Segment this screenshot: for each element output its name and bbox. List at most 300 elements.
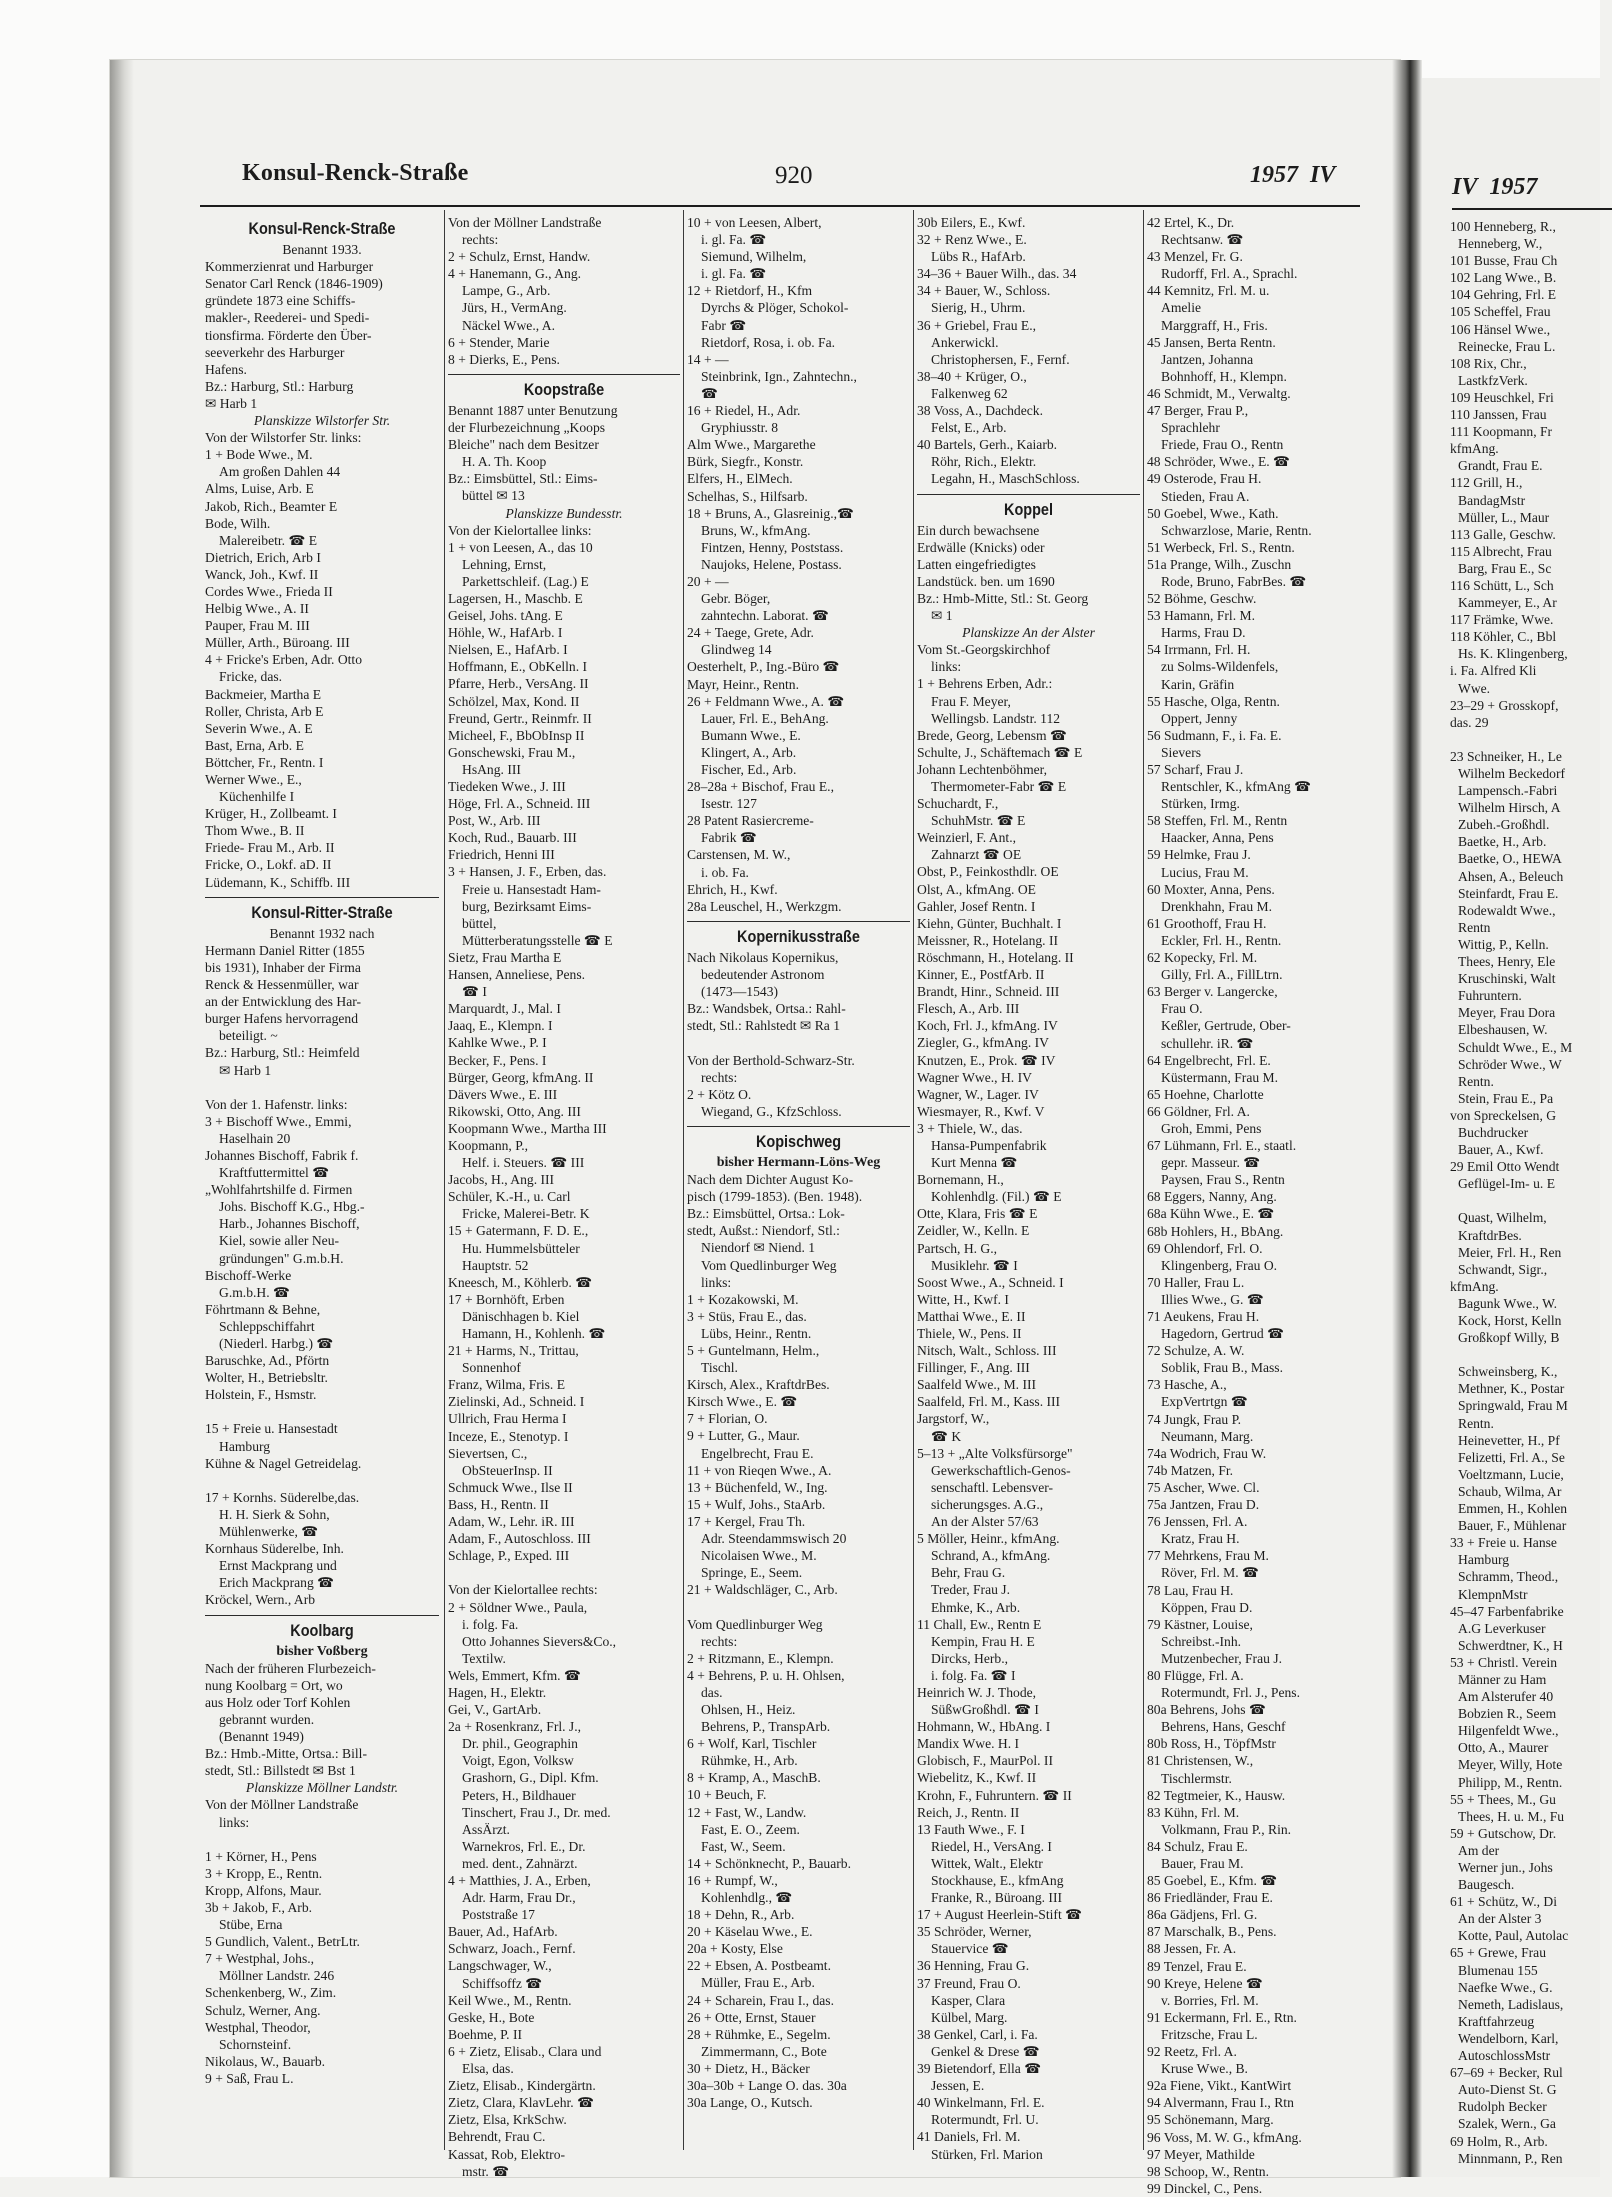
directory-entry: Hu. Hummelsbütteler bbox=[462, 1240, 580, 1256]
directory-entry: Jürs, H., VermAng. bbox=[462, 300, 567, 316]
column-separator bbox=[1143, 210, 1144, 2150]
directory-entry: 73 Hasche, A., bbox=[1147, 1377, 1227, 1393]
directory-entry: 38 Voss, A., Dachdeck. bbox=[917, 403, 1043, 419]
directory-entry: Von der 1. Hafenstr. links: bbox=[205, 1096, 348, 1112]
directory-entry: 1 + Körner, H., Pens bbox=[205, 1848, 317, 1864]
directory-entry: Kruschinski, Walt bbox=[1458, 971, 1556, 987]
directory-entry: Otto Johannes Sievers&Co., bbox=[462, 1633, 617, 1649]
directory-entry: Klingenberg, Frau O. bbox=[1161, 1257, 1278, 1273]
directory-entry: 30b Eilers, E., Kwf. bbox=[917, 215, 1026, 230]
directory-entry: 74a Wodrich, Frau W. bbox=[1147, 1445, 1267, 1461]
directory-entry: 113 Galle, Geschw. bbox=[1450, 526, 1556, 542]
directory-entry: burg, Bezirksamt Eims- bbox=[462, 898, 592, 914]
directory-entry: Ehrich, H., Kwf. bbox=[687, 881, 778, 897]
directory-entry bbox=[1450, 1346, 1610, 1363]
directory-entry: 28 + Rühmke, E., Segelm. bbox=[687, 2026, 831, 2042]
directory-entry: Kempin, Frau H. E bbox=[931, 1633, 1035, 1649]
street-heading: Koolbarg bbox=[290, 1620, 354, 1640]
right-header-rule bbox=[1452, 208, 1612, 210]
directory-entry: 65 Hoehne, Charlotte bbox=[1147, 1086, 1264, 1102]
directory-entry: Gilly, Frl. A., FillLtrn. bbox=[1161, 967, 1283, 983]
directory-entry: Olst, A., kfmAng. OE bbox=[917, 881, 1036, 897]
directory-entry: 21 + Waldschläger, C., Arb. bbox=[687, 1582, 838, 1598]
directory-entry: Flesch, A., Arb. III bbox=[917, 1001, 1020, 1017]
directory-entry: 83 Kühn, Frl. M. bbox=[1147, 1804, 1240, 1820]
directory-entry: Behrens, P., TranspArb. bbox=[701, 1719, 831, 1735]
directory-entry: Kiehn, Günter, Buchhalt. I bbox=[917, 915, 1062, 931]
directory-entry: Textilw. bbox=[462, 1650, 506, 1666]
directory-entry: 32 + Renz Wwe., E. bbox=[917, 232, 1027, 248]
directory-entry: 30a Lange, O., Kutsch. bbox=[687, 2095, 813, 2111]
directory-entry: Ahsen, A., Beleuch bbox=[1458, 868, 1564, 884]
directory-entry: Schwerdtner, K., H bbox=[1458, 1637, 1563, 1653]
directory-entry: das. 29 bbox=[1450, 714, 1489, 730]
directory-entry: Schröder Wwe., W bbox=[1458, 1056, 1562, 1072]
directory-entry: Kurt Menna ☎ bbox=[931, 1155, 1018, 1171]
directory-entry: 4 + Fricke's Erben, Adr. Otto bbox=[205, 652, 362, 668]
directory-entry: Oppert, Jenny bbox=[1161, 710, 1238, 726]
directory-entry: Klingert, A., Arb. bbox=[701, 744, 797, 760]
directory-entry: i. gl. Fa. ☎ bbox=[701, 232, 767, 248]
directory-entry: mstr. ☎ bbox=[462, 2163, 510, 2179]
directory-entry: Hamburg bbox=[219, 1438, 271, 1454]
directory-entry: Jantzen, Johanna bbox=[1161, 351, 1254, 367]
directory-entry: SchuhMstr. ☎ E bbox=[931, 813, 1026, 829]
directory-entry: Hohmann, W., HbAng. I bbox=[917, 1719, 1051, 1735]
directory-entry: 34–36 + Bauer Wilh., das. 34 bbox=[917, 266, 1077, 282]
directory-entry: Kirsch, Alex., KraftdrBes. bbox=[687, 1377, 830, 1393]
directory-entry: Ankerwickl. bbox=[931, 334, 999, 350]
directory-entry: 92a Fiene, Vikt., KantWirt bbox=[1147, 2078, 1292, 2094]
directory-entry: Dietrich, Erich, Arb I bbox=[205, 549, 321, 565]
directory-entry: 5 + Guntelmann, Helm., bbox=[687, 1343, 820, 1358]
directory-entry: Geflügel-Im- u. E bbox=[1458, 1176, 1556, 1192]
directory-entry: 16 + Riedel, H., Adr. bbox=[687, 403, 801, 419]
directory-entry: Carstensen, M. W., bbox=[687, 847, 791, 863]
directory-entry: Werner jun., Johs bbox=[1458, 1860, 1553, 1875]
directory-entry: Zimmermann, C., Bote bbox=[701, 2043, 827, 2059]
section-divider bbox=[687, 921, 910, 922]
directory-entry: Krüger, H., Zollbeamt. I bbox=[205, 806, 337, 822]
directory-entry: 96 Voss, M. W. G., kfmAng. bbox=[1147, 2129, 1302, 2145]
directory-entry: Backmeier, Martha E bbox=[205, 686, 322, 702]
directory-entry: 52 Böhme, Geschw. bbox=[1147, 591, 1257, 607]
directory-entry: Knutzen, E., Prok. ☎ IV bbox=[917, 1052, 1056, 1068]
directory-entry: Lucius, Frau M. bbox=[1161, 864, 1249, 880]
directory-entry: Post, W., Arb. III bbox=[448, 813, 541, 829]
directory-entry: Thermometer-Fabr ☎ E bbox=[931, 779, 1067, 794]
directory-entry: Dänischhagen b. Kiel bbox=[462, 1308, 580, 1324]
directory-entry: Müller, Arth., Büroang. III bbox=[205, 635, 350, 651]
directory-entry: 118 Köhler, C., Bbl bbox=[1450, 629, 1557, 645]
directory-entry: Mutzenbecher, Frau J. bbox=[1161, 1650, 1283, 1666]
directory-entry: Schenkenberg, W., Zim. bbox=[205, 1985, 337, 2001]
directory-entry: 74b Matzen, Fr. bbox=[1147, 1462, 1234, 1478]
directory-entry: H. A. Th. Koop bbox=[462, 454, 547, 470]
directory-entry: Niendorf ✉ Niend. 1 bbox=[701, 1240, 816, 1256]
directory-entry: Marquardt, J., Mal. I bbox=[448, 1001, 561, 1017]
map-reference: Planskizze Bundesstr. bbox=[505, 505, 623, 521]
directory-entry: 92 Reetz, Frl. A. bbox=[1147, 2044, 1237, 2060]
directory-entry: 28–28a + Bischof, Frau E., bbox=[687, 779, 834, 795]
directory-entry: Voeltzmann, Lucie, bbox=[1458, 1466, 1564, 1482]
directory-entry: Föhrtmann & Behne, bbox=[205, 1301, 321, 1317]
directory-entry: ✉ 1 bbox=[931, 608, 953, 624]
directory-entry: Frau O. bbox=[1161, 1001, 1203, 1017]
directory-entry: Drenkhahn, Frau M. bbox=[1161, 898, 1272, 914]
directory-entry: Brandt, Hinr., Schneid. III bbox=[917, 984, 1060, 1000]
column-1 bbox=[205, 214, 439, 2153]
directory-entry bbox=[205, 1079, 439, 1096]
directory-entry: 22 + Ebsen, A. Postbeamt. bbox=[687, 1958, 831, 1974]
directory-entry: Sprachlehr bbox=[1161, 420, 1220, 436]
directory-entry: der Flurbezeichnung „Koops bbox=[448, 420, 606, 436]
directory-entry: Malereibetr. ☎ E bbox=[219, 532, 318, 548]
directory-entry: Männer zu Ham bbox=[1458, 1671, 1547, 1687]
directory-entry: büttel, bbox=[462, 915, 497, 931]
directory-entry: Springwald, Frau M bbox=[1458, 1398, 1568, 1414]
directory-entry: gründungen" G.m.b.H. bbox=[219, 1250, 344, 1266]
directory-entry: Marggraff, H., Fris. bbox=[1161, 317, 1268, 333]
directory-entry: zu Solms-Wildenfels, bbox=[1161, 659, 1279, 675]
directory-entry: Neumann, Marg. bbox=[1161, 1428, 1254, 1444]
directory-entry: Lüdemann, K., Schiffb. III bbox=[205, 874, 351, 890]
section-divider bbox=[917, 494, 1140, 495]
directory-entry: Jessen, E. bbox=[931, 2078, 985, 2094]
directory-entry: 12 + Rietdorf, H., Kfm bbox=[687, 283, 813, 299]
directory-entry: Illies Wwe., G. ☎ bbox=[1161, 1291, 1264, 1307]
directory-entry: Nach Nikolaus Kopernikus, bbox=[687, 949, 839, 965]
directory-entry: Am großen Dahlen 44 bbox=[219, 464, 341, 480]
directory-entry: stedt, Stl.: Rahlstedt ✉ Ra 1 bbox=[687, 1018, 840, 1034]
directory-entry: Hagen, H., Elektr. bbox=[448, 1684, 547, 1700]
directory-entry: Schramm, Theod., bbox=[1458, 1569, 1559, 1585]
directory-entry: Wittig, P., Kelln. bbox=[1458, 936, 1549, 952]
directory-entry: 4 + Matthies, J. A., Erben, bbox=[448, 1873, 591, 1888]
directory-entry: Hauptstr. 52 bbox=[462, 1257, 529, 1273]
directory-entry: Riedel, H., VersAng. I bbox=[931, 1838, 1052, 1854]
directory-entry: Mütterberatungsstelle ☎ E bbox=[462, 932, 613, 948]
directory-entry: 67 Lühmann, Frl. E., staatl. bbox=[1147, 1138, 1297, 1154]
directory-entry: rechts: bbox=[701, 1069, 738, 1085]
directory-entry: 26 + Otte, Ernst, Stauer bbox=[687, 2009, 816, 2025]
directory-entry: Wagner, W., Lager. IV bbox=[917, 1086, 1039, 1102]
directory-entry: Kröckel, Wern., Arb bbox=[205, 1592, 316, 1608]
directory-entry: Stein, Frau E., Pa bbox=[1458, 1090, 1554, 1106]
directory-entry: 72 Schulze, A. W. bbox=[1147, 1343, 1245, 1359]
directory-entry: Müller, Frau E., Arb. bbox=[701, 1975, 815, 1991]
directory-entry: senschaftl. Lebensver- bbox=[931, 1479, 1054, 1495]
directory-entry: H. H. Sierk & Sohn, bbox=[219, 1506, 330, 1522]
directory-entry: Haacker, Anna, Pens bbox=[1161, 830, 1274, 846]
directory-entry: i. ob. Fa. bbox=[701, 864, 749, 880]
directory-entry: Kassat, Rob, Elektro- bbox=[448, 2146, 566, 2162]
directory-entry: 87 Marschalk, B., Pens. bbox=[1147, 1924, 1277, 1940]
directory-entry: 2 + Schulz, Ernst, Handw. bbox=[448, 249, 591, 265]
directory-entry: Fabr ☎ bbox=[701, 317, 747, 333]
right-volume: IV bbox=[1452, 174, 1478, 200]
directory-entry: Vom St.-Georgskirchhof bbox=[917, 642, 1051, 658]
directory-entry: 49 Osterode, Frau H. bbox=[1147, 471, 1262, 487]
directory-entry: Hansen, Anneliese, Pens. bbox=[448, 967, 586, 983]
directory-entry: Peters, H., Bildhauer bbox=[462, 1787, 576, 1803]
directory-entry: 53 Hamann, Frl. M. bbox=[1147, 608, 1255, 624]
directory-entry: Stockhause, E., kfmAng bbox=[931, 1873, 1064, 1888]
directory-entry: Pauper, Frau M. III bbox=[205, 618, 310, 634]
directory-entry: Groh, Emmi, Pens bbox=[1161, 1120, 1262, 1136]
directory-entry: Bürk, Siegfr., Konstr. bbox=[687, 454, 804, 470]
page-number: 920 bbox=[775, 162, 813, 189]
directory-entry: ✉ Harb 1 bbox=[205, 395, 258, 411]
directory-entry: Friede, Frau O., Rentn bbox=[1161, 437, 1284, 453]
directory-entry: Latten eingefriedigtes bbox=[917, 556, 1036, 572]
right-page-header bbox=[1452, 174, 1537, 201]
directory-entry: Wanck, Joh., Kwf. II bbox=[205, 566, 319, 582]
directory-entry: Becker, F., Pens. I bbox=[448, 1052, 547, 1068]
directory-entry bbox=[687, 1034, 910, 1051]
directory-entry: Jargstorf, W., bbox=[917, 1411, 990, 1427]
directory-entry: Globisch, F., MaurPol. II bbox=[917, 1753, 1053, 1769]
directory-entry: Nach dem Dichter August Ko- bbox=[687, 1172, 854, 1188]
directory-entry: 117 Främke, Wwe. bbox=[1450, 612, 1554, 628]
directory-entry: 37 Freund, Frau O. bbox=[917, 1975, 1021, 1991]
directory-entry: Otto, A., Maurer bbox=[1458, 1740, 1549, 1756]
directory-entry: 109 Heuschkel, Fri bbox=[1450, 389, 1554, 405]
directory-entry: Kohlenhdlg. (Fil.) ☎ E bbox=[931, 1189, 1062, 1205]
directory-entry: 11 + von Rieqen Wwe., A. bbox=[687, 1462, 832, 1478]
page-header bbox=[200, 160, 1350, 210]
directory-entry: Keßler, Gertrude, Ober- bbox=[1161, 1018, 1291, 1034]
directory-entry: 23–29 + Grosskopf, bbox=[1450, 697, 1559, 713]
directory-entry: Wendelborn, Karl, bbox=[1458, 2030, 1559, 2046]
directory-entry: burger Hafens hervorragend bbox=[205, 1011, 358, 1027]
right-year: 1957 bbox=[1489, 174, 1538, 200]
running-head-street: Konsul-Renck-Straße bbox=[242, 160, 469, 186]
directory-entry: 98 Schoop, W., Rentn. bbox=[1147, 2163, 1269, 2179]
directory-entry: Gewerkschaftlich-Genos- bbox=[931, 1462, 1071, 1478]
directory-entry: Tinschert, Frau J., Dr. med. bbox=[462, 1804, 611, 1820]
directory-entry: Volkmann, Frau P., Rin. bbox=[1161, 1821, 1292, 1837]
directory-entry: 68a Kühn Wwe., E. ☎ bbox=[1147, 1206, 1275, 1222]
directory-entry: Kohlenhdlg., ☎ bbox=[701, 1890, 793, 1905]
directory-entry: Langschwager, W., bbox=[448, 1958, 552, 1974]
directory-entry: Rudolph Becker bbox=[1458, 2099, 1547, 2115]
directory-entry: Höge, Frl. A., Schneid. III bbox=[448, 796, 591, 812]
directory-entry: Behr, Frau G. bbox=[931, 1565, 1006, 1581]
directory-entry: 80 Flügge, Frl. A. bbox=[1147, 1667, 1244, 1683]
directory-entry: Kraftfuttermittel ☎ bbox=[219, 1165, 330, 1181]
street-heading: Konsul-Renck-Straße bbox=[248, 219, 396, 238]
directory-entry: 45–47 Farbenfabrike bbox=[1450, 1603, 1564, 1619]
map-reference: Planskizze Möllner Landstr. bbox=[245, 1780, 399, 1796]
directory-entry: Lübs R., HafArb. bbox=[931, 249, 1026, 265]
directory-entry: 75 Ascher, Wwe. Cl. bbox=[1147, 1479, 1260, 1495]
directory-entry: Küstermann, Frau M. bbox=[1161, 1069, 1279, 1085]
directory-entry: Johannes Bischoff, Fabrik f. bbox=[205, 1147, 359, 1163]
directory-entry: Schwarzlose, Marie, Rentn. bbox=[1161, 522, 1312, 538]
directory-entry: 40 Bartels, Gerh., Kaiarb. bbox=[917, 437, 1058, 453]
directory-entry: Schwandt, Sigr., bbox=[1458, 1261, 1548, 1277]
directory-entry: 8 + Kramp, A., MaschB. bbox=[687, 1770, 821, 1786]
directory-entry: 59 Helmke, Frau J. bbox=[1147, 847, 1251, 863]
directory-entry: Röhr, Rich., Elektr. bbox=[931, 454, 1037, 470]
directory-entry: Schleppschiffahrt bbox=[219, 1318, 315, 1334]
directory-entry: 47 Berger, Frau P., bbox=[1147, 403, 1249, 419]
directory-entry: Rentschler, K., kfmAng ☎ bbox=[1161, 779, 1312, 795]
directory-entry: AutoschlossMstr bbox=[1458, 2048, 1551, 2064]
directory-entry: 88 Jessen, Fr. A. bbox=[1147, 1941, 1237, 1957]
directory-entry: 68 Eggers, Nanny, Ang. bbox=[1147, 1189, 1277, 1205]
directory-entry: 68b Hohlers, H., BbAng. bbox=[1147, 1223, 1284, 1239]
directory-entry: Hermann Daniel Ritter (1855 bbox=[205, 942, 365, 958]
directory-entry: 91 Eckermann, Frl. E., Rtn. bbox=[1147, 2009, 1297, 2025]
directory-entry: Bz.: Hmb.-Mitte, Ortsa.: Bill- bbox=[205, 1746, 367, 1762]
directory-entry: Behrendt, Frau C. bbox=[448, 2129, 546, 2145]
directory-entry: 4 + Behrens, P. u. H. Ohlsen, bbox=[687, 1667, 845, 1683]
directory-entry bbox=[687, 1598, 910, 1615]
directory-entry: Höhle, W., HafArb. I bbox=[448, 625, 563, 641]
directory-entry: Wittek, Walt., Elektr bbox=[931, 1855, 1043, 1871]
directory-entry: 12 + Fast, W., Landw. bbox=[687, 1804, 807, 1820]
directory-entry bbox=[1450, 731, 1610, 748]
directory-entry: Grashorn, G., Dipl. Kfm. bbox=[462, 1770, 599, 1786]
directory-entry: Böttcher, Fr., Rentn. I bbox=[205, 754, 324, 770]
column-separator bbox=[444, 210, 445, 2150]
directory-entry: Hansa-Pumpenfabrik bbox=[931, 1137, 1047, 1153]
directory-entry: 61 + Schütz, W., Di bbox=[1450, 1894, 1557, 1910]
directory-entry: HsAng. III bbox=[462, 761, 521, 777]
directory-entry: Hoffmann, E., ObKelln. I bbox=[448, 659, 588, 675]
directory-entry: 78 Lau, Frau H. bbox=[1147, 1582, 1234, 1598]
directory-entry: 24 + Taege, Grete, Adr. bbox=[687, 625, 814, 641]
directory-entry: 26 + Feldmann Wwe., A. ☎ bbox=[687, 693, 845, 709]
directory-entry: 3 + Hansen, J. F., Erben, das. bbox=[448, 864, 607, 880]
directory-entry: 116 Schütt, L., Sch bbox=[1450, 577, 1554, 593]
directory-entry bbox=[1450, 1192, 1610, 1209]
directory-entry: links: bbox=[931, 659, 962, 675]
directory-entry: SüßwGroßhdl. ☎ I bbox=[931, 1702, 1039, 1718]
directory-entry: 3 + Bischoff Wwe., Emmi, bbox=[205, 1113, 352, 1129]
directory-entry: Ohlsen, H., Heiz. bbox=[701, 1701, 796, 1717]
directory-entry: 3b + Jakob, F., Arb. bbox=[205, 1900, 313, 1915]
directory-entry: Schreibst.-Inh. bbox=[1161, 1633, 1242, 1649]
directory-entry: Franz, Wilma, Fris. E bbox=[448, 1377, 566, 1393]
directory-entry: links: bbox=[219, 1814, 250, 1830]
directory-entry: Zahnarzt ☎ OE bbox=[931, 847, 1022, 863]
directory-entry: 6 + Stender, Marie bbox=[448, 334, 550, 350]
directory-entry: 101 Busse, Frau Ch bbox=[1450, 253, 1558, 269]
directory-entry: tionsfirma. Förderte den Über- bbox=[205, 327, 372, 343]
directory-entry: (Niederl. Harbg.) ☎ bbox=[219, 1336, 334, 1351]
directory-entry: Großkopf Willy, B bbox=[1458, 1330, 1560, 1346]
column-3 bbox=[687, 214, 910, 2153]
directory-entry: 29 Emil Otto Wendt bbox=[1450, 1159, 1560, 1175]
directory-entry: Witte, H., Kwf. I bbox=[917, 1291, 1009, 1307]
directory-entry: Rühmke, H., Arb. bbox=[701, 1753, 798, 1769]
directory-entry: Saalfeld, Frl. M., Kass. III bbox=[917, 1394, 1061, 1410]
directory-entry: Schlage, P., Exped. III bbox=[448, 1548, 570, 1564]
directory-entry: Bauer, Ad., HafArb. bbox=[448, 1924, 558, 1940]
directory-entry: 45 Jansen, Berta Rentn. bbox=[1147, 334, 1276, 350]
directory-entry: Tischlermstr. bbox=[1161, 1770, 1232, 1786]
directory-entry: Freie u. Hansestadt Ham- bbox=[462, 881, 601, 897]
directory-entry: Röver, Frl. M. ☎ bbox=[1161, 1565, 1259, 1581]
directory-entry: Wiesmayer, R., Kwf. V bbox=[917, 1103, 1045, 1119]
directory-entry: stedt, Stl.: Billstedt ✉ Bst 1 bbox=[205, 1763, 356, 1779]
directory-entry: Kraftfahrzeug bbox=[1458, 2013, 1535, 2029]
directory-entry: 70 Haller, Frau L. bbox=[1147, 1274, 1245, 1290]
directory-entry: Kinner, E., PostfArb. II bbox=[917, 967, 1045, 983]
directory-entry: Reinecke, Frau L. bbox=[1458, 338, 1556, 354]
directory-entry: Zielinski, Ad., Schneid. I bbox=[448, 1394, 585, 1410]
directory-entry: 74 Jungk, Frau P. bbox=[1147, 1411, 1242, 1427]
header-rule bbox=[200, 205, 1360, 207]
street-heading: Koppel bbox=[1004, 499, 1053, 519]
directory-entry: an der Entwicklung des Har- bbox=[205, 994, 362, 1010]
directory-entry: 2 + Ritzmann, E., Klempn. bbox=[687, 1650, 834, 1666]
directory-entry: 16 + Rumpf, W., bbox=[687, 1872, 778, 1888]
directory-entry: 33 + Freie u. Hanse bbox=[1450, 1535, 1557, 1551]
directory-entry: Schuchardt, F., bbox=[917, 796, 999, 812]
directory-entry: 100 Henneberg, R., bbox=[1450, 219, 1556, 234]
directory-entry: Fillinger, F., Ang. III bbox=[917, 1360, 1030, 1376]
directory-entry: Röschmann, H., Hotelang. II bbox=[917, 949, 1074, 965]
directory-entry: Bz.: Wandsbek, Ortsa.: Rahl- bbox=[687, 1001, 846, 1017]
directory-entry: Falkenweg 62 bbox=[931, 385, 1008, 401]
directory-entry: Zeidler, W., Kelln. E bbox=[917, 1223, 1030, 1239]
directory-entry: A.G Leverkuser bbox=[1458, 1620, 1546, 1636]
directory-entry: Hafens. bbox=[205, 361, 247, 377]
directory-entry: kfmAng. bbox=[1450, 441, 1499, 457]
directory-entry: 48 Schröder, Wwe., E. ☎ bbox=[1147, 454, 1290, 470]
directory-entry: das. bbox=[701, 1684, 723, 1700]
directory-entry: Bischoff-Werke bbox=[205, 1267, 292, 1283]
directory-entry: Ein durch bewachsene bbox=[917, 522, 1040, 538]
directory-entry: ExpVertrtgn ☎ bbox=[1161, 1394, 1248, 1410]
directory-entry: Inceze, E., Stenotyp. I bbox=[448, 1428, 569, 1444]
directory-entry: makler-, Reederei- und Spedi- bbox=[205, 310, 370, 326]
directory-entry: Meyer, Willy, Hote bbox=[1458, 1757, 1563, 1773]
directory-entry: Jakob, Rich., Beamter E bbox=[205, 498, 338, 514]
directory-entry bbox=[205, 1831, 439, 1848]
directory-entry: 38 Genkel, Carl, i. Fa. bbox=[917, 2026, 1038, 2042]
directory-entry: 1 + von Leesen, A., das 10 bbox=[448, 539, 593, 555]
directory-entry: 85 Goebel, E., Kfm. ☎ bbox=[1147, 1873, 1278, 1889]
directory-entry: Bleiche" nach dem Besitzer bbox=[448, 437, 599, 453]
directory-entry: 35 Schröder, Werner, bbox=[917, 1924, 1032, 1940]
directory-entry: Quast, Wilhelm, bbox=[1458, 1210, 1547, 1226]
directory-entry: Johs. Bischoff K.G., Hbg.- bbox=[219, 1199, 365, 1215]
directory-entry: Hamann, H., Kohlenh. ☎ bbox=[462, 1326, 606, 1341]
directory-entry: 55 Hasche, Olga, Rentn. bbox=[1147, 693, 1280, 709]
directory-entry: Emmen, H., Kohlen bbox=[1458, 1501, 1568, 1517]
directory-entry: 21 + Harms, N., Trittau, bbox=[448, 1343, 579, 1359]
directory-entry: Külbel, Marg. bbox=[931, 2009, 1008, 2025]
directory-entry: Erdwälle (Knicks) oder bbox=[917, 539, 1045, 555]
directory-entry: Steinbrink, Ign., Zahntechn., bbox=[701, 368, 857, 384]
directory-entry: Bz.: Eimsbüttel, Stl.: Eims- bbox=[448, 471, 598, 487]
street-heading: Kopischweg bbox=[755, 1131, 842, 1151]
directory-entry: Köppen, Frau D. bbox=[1161, 1599, 1253, 1615]
directory-entry: Minnmann, P., Ren bbox=[1458, 2150, 1563, 2166]
directory-entry: Meier, Frl. H., Ren bbox=[1458, 1244, 1562, 1260]
directory-entry: Lampe, G., Arb. bbox=[462, 283, 551, 299]
directory-entry: Landstück. ben. um 1690 bbox=[917, 573, 1055, 589]
directory-entry: Hamburg bbox=[1458, 1552, 1510, 1568]
directory-entry: Bumann Wwe., E. bbox=[701, 727, 801, 743]
directory-entry: Roller, Christa, Arb E bbox=[205, 703, 324, 719]
directory-entry: 106 Hänsel Wwe., bbox=[1450, 321, 1551, 337]
